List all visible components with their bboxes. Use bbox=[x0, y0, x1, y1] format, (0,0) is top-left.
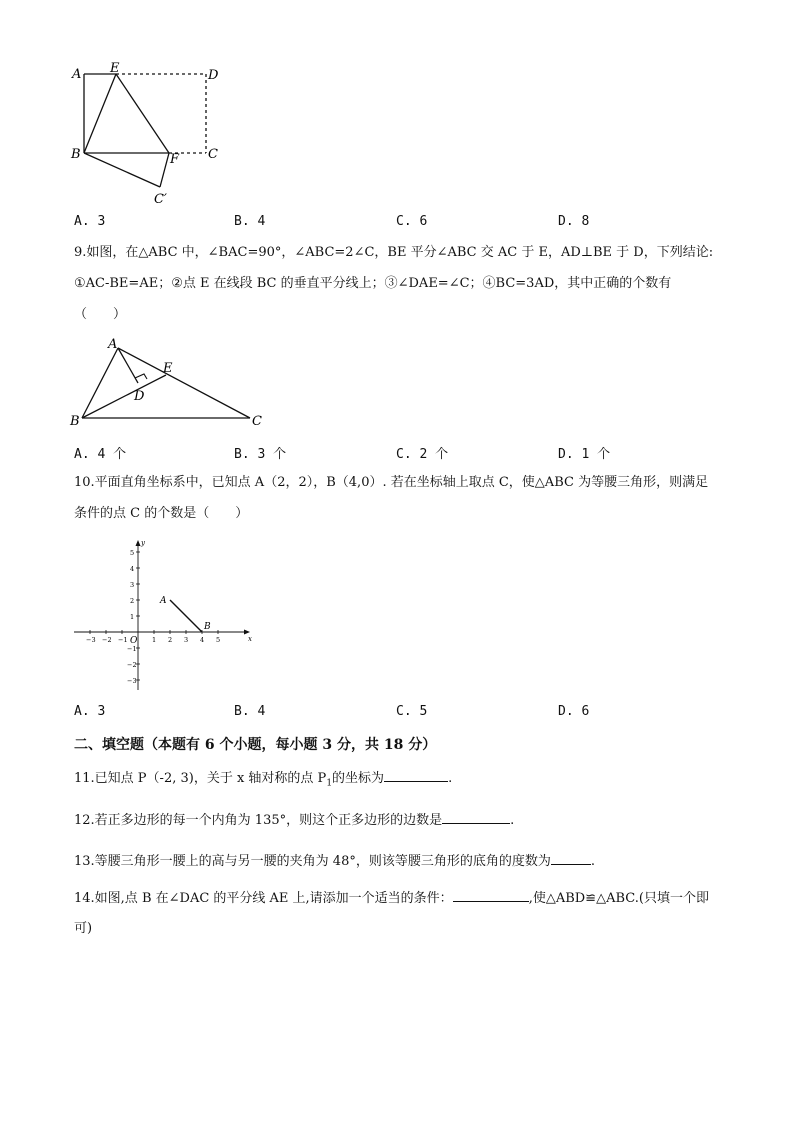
seg-cpf bbox=[160, 153, 169, 187]
q11-subscript: 1 bbox=[326, 778, 333, 789]
q10-option-b[interactable]: B. 4 bbox=[234, 704, 266, 719]
q12-before: 12.若正多边形的每一个内角为 135°，则这个正多边形的边数是 bbox=[74, 813, 443, 828]
q14-text-line2: 可) bbox=[74, 921, 93, 936]
q12-answer-blank[interactable] bbox=[442, 811, 510, 824]
y-tick-2: 2 bbox=[130, 597, 135, 605]
y-axis-label: y bbox=[141, 539, 145, 547]
q13-text bbox=[74, 852, 595, 871]
q14-after: ,使△ABD≌△ABC.(只填一个即 bbox=[528, 891, 709, 906]
x-tick-4: 4 bbox=[200, 636, 205, 644]
q11-end: . bbox=[448, 771, 453, 786]
y-tick-4: 4 bbox=[130, 565, 135, 573]
label-c: C bbox=[208, 147, 218, 162]
seg-be bbox=[84, 74, 116, 153]
q9-option-a[interactable]: A. 4 个 bbox=[74, 447, 127, 462]
seg-ef bbox=[116, 74, 169, 153]
point-a-label: A bbox=[160, 596, 167, 606]
label-d: D bbox=[208, 68, 219, 83]
q8-figure bbox=[66, 60, 236, 210]
q10-option-d[interactable]: D. 6 bbox=[558, 704, 590, 719]
q11-answer-blank[interactable] bbox=[384, 769, 448, 782]
section-heading-fill-in: 二、填空题（本题有 6 个小题，每小题 3 分，共 18 分） bbox=[74, 737, 437, 753]
q14-text-line1 bbox=[74, 889, 709, 908]
q12-end: . bbox=[510, 813, 515, 828]
label-a: A bbox=[72, 67, 82, 82]
segment-ab bbox=[170, 600, 202, 632]
q11-before: 11.已知点 P（-2, 3)，关于 x 轴对称的点 P bbox=[74, 771, 327, 786]
q11-text bbox=[74, 769, 452, 793]
y-axis-arrow bbox=[136, 540, 141, 546]
q8-option-d[interactable]: D. 8 bbox=[558, 214, 590, 229]
point-b-label: B bbox=[204, 622, 211, 632]
q13-end: . bbox=[590, 854, 595, 869]
q10-coordinate-graph bbox=[70, 536, 260, 694]
y-tick-neg2: −2 bbox=[127, 661, 137, 669]
q12-text bbox=[74, 811, 514, 830]
label-f: F bbox=[170, 152, 180, 167]
q10-text-line2: 条件的点 C 的个数是（ ） bbox=[74, 506, 249, 521]
y-tick-neg1: −1 bbox=[127, 645, 137, 653]
q13-before: 13.等腰三角形一腰上的高与另一腰的夹角为 48°，则该等腰三角形的底角的度数为 bbox=[74, 854, 551, 869]
q8-option-c[interactable]: C. 6 bbox=[396, 214, 428, 229]
q9-text-line1: 9.如图，在△ABC 中，∠BAC=90°，∠ABC=2∠C，BE 平分∠ABC 交 AC 于 E，AD⊥BE 于 D，下列结论: bbox=[74, 245, 714, 260]
y-tick-5: 5 bbox=[130, 549, 135, 557]
q14-before: 14.如图,点 B 在∠DAC 的平分线 AE 上,请添加一个适当的条件： bbox=[74, 891, 453, 906]
label-a: A bbox=[108, 337, 118, 352]
label-b: B bbox=[70, 414, 80, 429]
q9-text-line2: ①AC-BE=AE；②点 E 在线段 BC 的垂直平分线上；③∠DAE=∠C；④BC=3AD，其中正确的个数有 bbox=[74, 276, 672, 291]
q11-after: 的坐标为 bbox=[332, 771, 385, 786]
seg-ab bbox=[82, 348, 118, 418]
label-e: E bbox=[163, 361, 173, 376]
q13-answer-blank[interactable] bbox=[551, 852, 591, 865]
q10-option-c[interactable]: C. 5 bbox=[396, 704, 428, 719]
q10-text-line1: 10.平面直角坐标系中，已知点 A（2，2），B（4,0）. 若在坐标轴上取点 C，使△ABC 为等腰三角形，则满足 bbox=[74, 475, 709, 490]
x-tick-neg3: −3 bbox=[86, 636, 96, 644]
y-tick-neg3: −3 bbox=[127, 677, 137, 685]
x-axis-arrow bbox=[244, 630, 250, 635]
q9-option-d[interactable]: D. 1 个 bbox=[558, 447, 611, 462]
label-e: E bbox=[110, 61, 120, 76]
right-angle-mark bbox=[135, 374, 147, 379]
y-tick-3: 3 bbox=[130, 581, 135, 589]
q8-option-a[interactable]: A. 3 bbox=[74, 214, 106, 229]
seg-bcp bbox=[84, 153, 160, 187]
label-d: D bbox=[134, 389, 145, 404]
q8-option-b[interactable]: B. 4 bbox=[234, 214, 266, 229]
q9-option-b[interactable]: B. 3 个 bbox=[234, 447, 287, 462]
x-tick-5: 5 bbox=[216, 636, 221, 644]
label-c: C bbox=[252, 414, 262, 429]
q9-answer-bracket: （ ） bbox=[74, 307, 127, 322]
origin-label: O bbox=[130, 636, 138, 646]
y-tick-1: 1 bbox=[130, 613, 135, 621]
label-b: B bbox=[71, 147, 81, 162]
q9-figure bbox=[66, 334, 276, 434]
x-axis-label: x bbox=[248, 635, 252, 643]
x-tick-1: 1 bbox=[152, 636, 157, 644]
x-tick-neg1: −1 bbox=[118, 636, 128, 644]
label-c-prime: C′ bbox=[154, 192, 167, 207]
x-tick-3: 3 bbox=[184, 636, 189, 644]
q10-option-a[interactable]: A. 3 bbox=[74, 704, 106, 719]
x-tick-neg2: −2 bbox=[102, 636, 112, 644]
x-tick-2: 2 bbox=[168, 636, 173, 644]
q14-answer-blank[interactable] bbox=[453, 889, 529, 902]
seg-be bbox=[82, 375, 166, 418]
q9-option-c[interactable]: C. 2 个 bbox=[396, 447, 449, 462]
